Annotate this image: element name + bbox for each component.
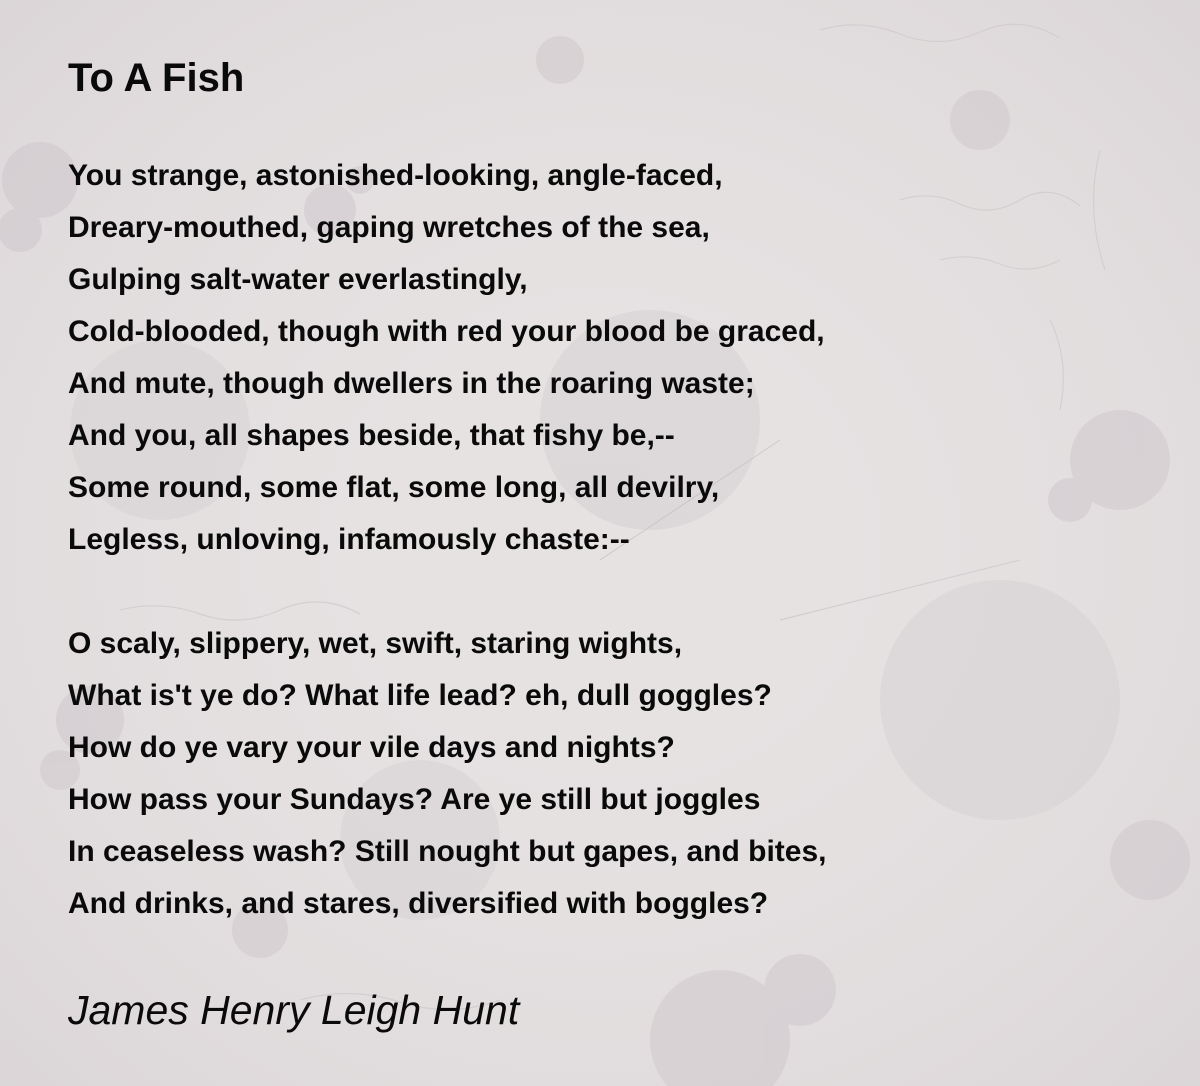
poem-line: Gulping salt-water everlastingly,	[68, 263, 528, 296]
poem-line: Legless, unloving, infamously chaste:--	[68, 523, 630, 556]
poem-line: And mute, though dwellers in the roaring waste;	[68, 367, 755, 400]
poem-line: O scaly, slippery, wet, swift, staring wights,	[68, 627, 683, 660]
poem-line: Cold-blooded, though with red your blood be graced,	[68, 315, 825, 348]
poem-line: In ceaseless wash? Still nought but gapes, and bites,	[68, 835, 827, 868]
poem-line: And you, all shapes beside, that fishy be,--	[68, 419, 675, 452]
poem-line: How do ye vary your vile days and nights?	[68, 731, 675, 764]
stanza-2	[68, 618, 827, 930]
poem-line: Some round, some flat, some long, all devilry,	[68, 471, 720, 504]
poem-author: James Henry Leigh Hunt	[68, 987, 520, 1033]
poem-line: What is't ye do? What life lead? eh, dull goggles?	[68, 679, 772, 712]
poem-line: And drinks, and stares, diversified with boggles?	[68, 887, 769, 920]
poem-line: You strange, astonished-looking, angle-faced,	[68, 159, 723, 192]
poem-line: How pass your Sundays? Are ye still but joggles	[68, 783, 761, 816]
stanza-1	[68, 150, 825, 566]
poem-line: Dreary-mouthed, gaping wretches of the sea,	[68, 211, 710, 244]
poem-title: To A Fish	[68, 56, 245, 100]
